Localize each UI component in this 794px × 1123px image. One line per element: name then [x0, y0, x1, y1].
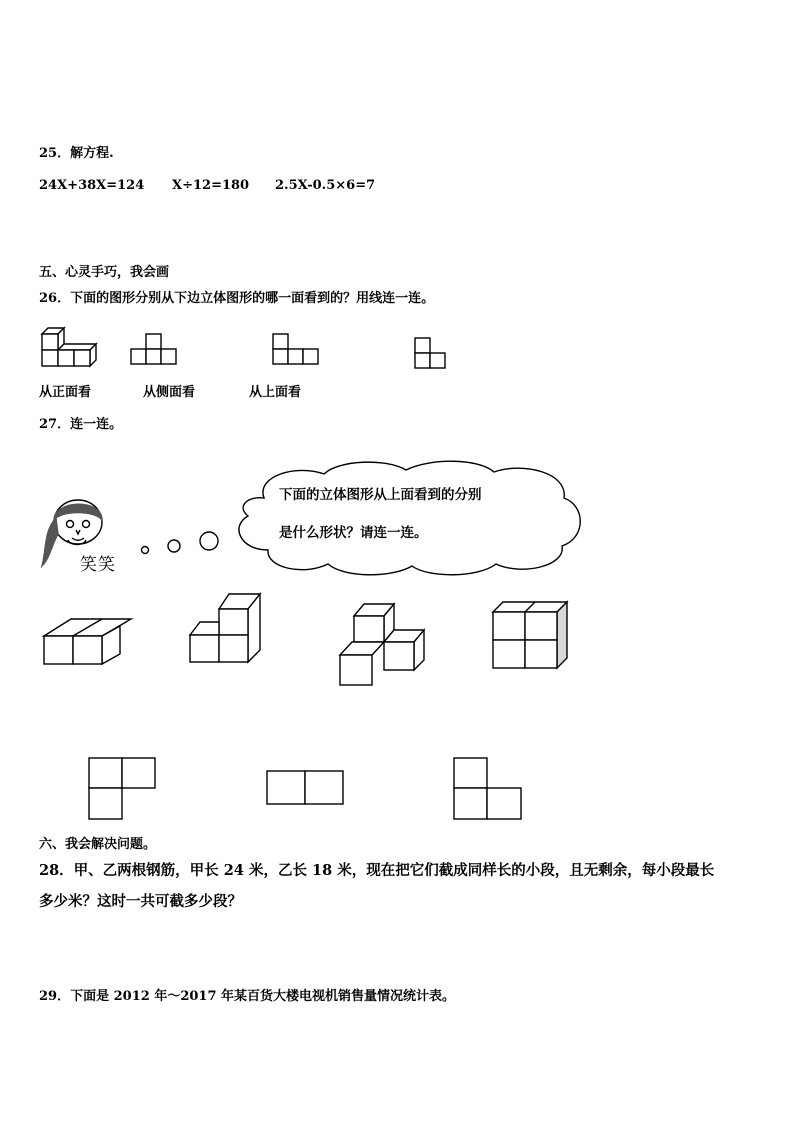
- q25-title: 25．解方程.: [39, 146, 114, 161]
- q28-line-2: 多少米？这时一共可截多少段？: [39, 893, 242, 910]
- q26-view-shape-3: [414, 336, 448, 372]
- q26-label-front: 从正面看: [39, 385, 92, 400]
- thought-bubble-dots: [138, 526, 222, 556]
- character-caption: 笑笑: [80, 555, 116, 575]
- q27-top-view-shape-1: [88, 757, 158, 821]
- q25-equation-1: 24X+38X=124: [39, 178, 145, 193]
- q25-equation-2: X÷12=180: [172, 178, 250, 193]
- q29-title: 29．下面是 2012 年～2017 年某百货大楼电视机销售量情况统计表。: [39, 989, 456, 1004]
- cloud-instruction-line-2: 是什么形状？请连一连。: [279, 525, 428, 541]
- thought-cloud: [216, 458, 586, 578]
- q26-title: 26．下面的图形分别从下边立体图形的哪一面看到的？用线连一连。: [39, 291, 435, 306]
- q26-solid-figure: [38, 326, 100, 370]
- q27-solid-figure-2: [188, 592, 264, 664]
- q25-equation-3: 2.5X-0.5×6=7: [275, 178, 376, 193]
- q26-view-shape-2: [272, 332, 320, 368]
- q27-solid-figure-4: [491, 600, 571, 672]
- q26-label-top: 从上面看: [249, 385, 302, 400]
- q27-solid-figure-3: [338, 602, 428, 688]
- q27-top-view-shape-3: [453, 757, 525, 821]
- section6-title: 六、我会解决问题。: [39, 837, 157, 852]
- q26-label-side: 从侧面看: [143, 385, 196, 400]
- section5-title: 五、心灵手巧，我会画: [39, 265, 170, 280]
- q27-title: 27．连一连。: [39, 417, 123, 432]
- q27-solid-figure-1: [42, 608, 126, 668]
- q26-view-shape-1: [130, 332, 178, 368]
- q27-top-view-shape-2: [266, 770, 348, 806]
- q28-line-1: 28．甲、乙两根钢筋，甲长 24 米，乙长 18 米，现在把它们截成同样长的小段，且无剩余，每小段最长: [39, 862, 715, 879]
- cloud-instruction-line-1: 下面的立体图形从上面看到的分别: [279, 487, 482, 503]
